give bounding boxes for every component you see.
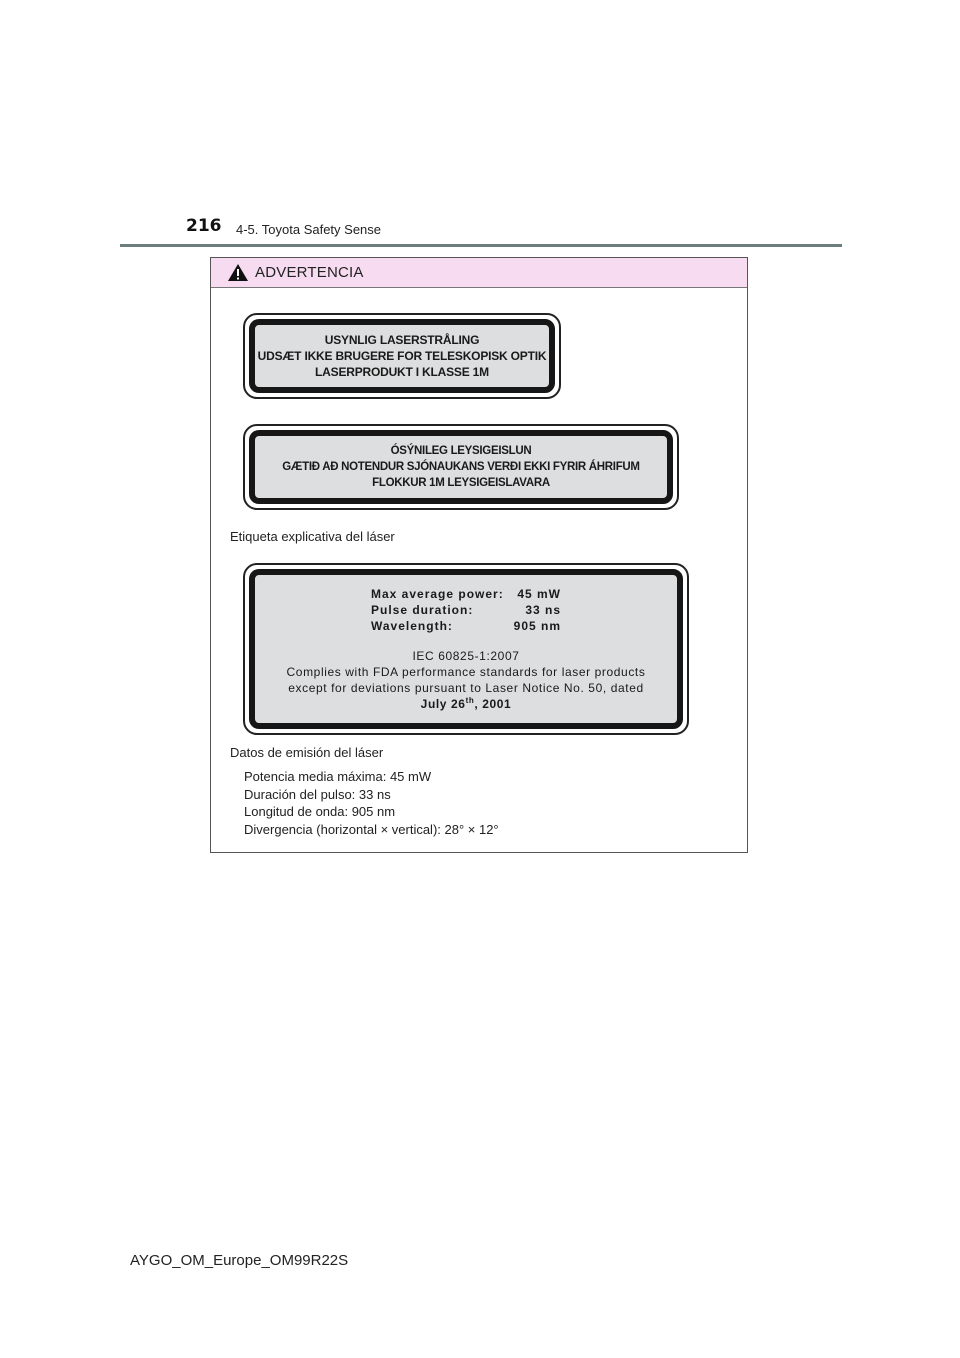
spec-value: 33 ns [525,603,561,617]
icelandic-line-3: FLOKKUR 1M LEYSIGEISLAVARA [372,477,550,489]
laser-label-icelandic [243,424,679,510]
icelandic-line-2: GÆTIÐ AÐ NOTENDUR SJÓNAUKANS VERÐI EKKI FYRIR ÁHRIFUM [282,461,640,473]
spec-name: Wavelength: [371,619,453,633]
page-number: 216 [186,216,222,236]
caption-explanatory: Etiqueta explicativa del láser [230,529,395,544]
emission-list [244,768,499,838]
compliance-line-1: Complies with FDA performance standards for laser products [286,665,646,679]
laser-label-icelandic-panel [249,430,673,504]
standard-text: IEC 60825-1:2007 [412,649,520,663]
date-suffix: th [465,696,475,705]
danish-line-3: LASERPRODUKT I KLASSE 1M [315,365,489,379]
spec-name: Max average power: [371,587,504,601]
header-rule [120,244,842,247]
date-year: , 2001 [474,697,512,711]
list-item: Duración del pulso: 33 ns [244,786,391,802]
spec-value: 45 mW [517,587,561,601]
laser-label-danish [243,313,561,399]
spec-value: 905 nm [513,619,561,633]
section-title: 4-5. Toyota Safety Sense [236,222,382,237]
compliance-date [421,696,512,712]
compliance-line-2: except for deviations pursuant to Laser Notice No. 50, dated [288,681,644,695]
laser-emission-label [243,563,689,735]
warning-box [210,257,748,853]
spec-row [371,618,561,634]
laser-emission-label-panel [249,569,683,729]
laser-label-danish-panel [249,319,555,393]
spec-name: Pulse duration: [371,603,474,617]
list-item: Divergencia (horizontal × vertical): 28° × 12° [244,821,499,837]
icelandic-line-1: ÓSÝNILEG LEYSIGEISLUN [390,445,532,457]
warning-title: ADVERTENCIA [255,264,364,281]
spec-row [371,602,561,618]
danish-line-1: USYNLIG LASERSTRÅLING [324,333,480,347]
warning-header [211,258,747,288]
footer-code: AYGO_OM_Europe_OM99R22S [130,1252,349,1269]
list-item: Longitud de onda: 905 nm [244,804,396,819]
spec-row [371,586,561,602]
warning-triangle-icon [227,263,249,282]
danish-line-2: UDSÆT IKKE BRUGERE FOR TELESKOPISK OPTIK [257,349,547,363]
list-item: Potencia media máxima: 45 mW [244,769,432,784]
spec-table [371,586,561,634]
date-prefix: July 26 [420,697,466,711]
caption-emission: Datos de emisión del láser [230,745,384,760]
